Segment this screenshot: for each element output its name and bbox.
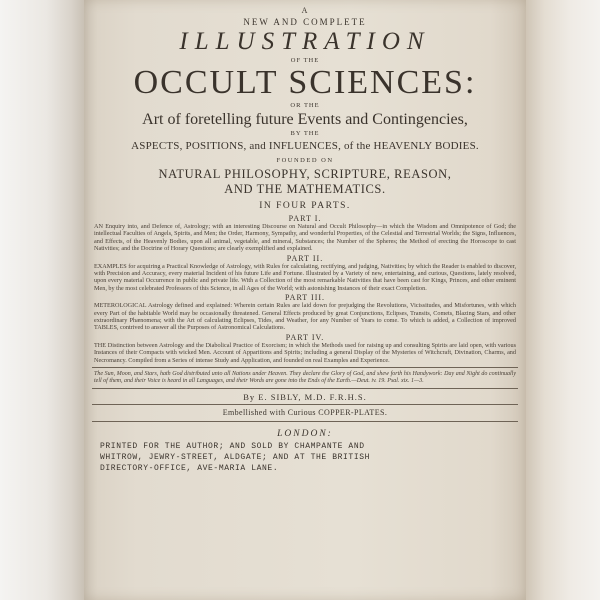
divider-rule — [92, 388, 518, 389]
book-gutter-shadow — [0, 0, 84, 600]
part-4-text: THE Distinction between Astrology and the Diabolical Practice of Exorcism; in which the Methods used for raising up and consulting Spirits are laid open, with various Instances of their Compacts with wicked Men. Account of Apparitions and Spirits; including a general Display of the Mysteries of Witchcraft, Divination, Charms, and Necromancy. Compiled from a Series of intense Study and Application, and founded on real Examples and Experience. — [94, 341, 516, 364]
title-four-parts: IN FOUR PARTS. — [259, 201, 351, 211]
title-mathematics: AND THE MATHEMATICS. — [224, 182, 386, 196]
author-line: By E. SIBLY, M.D. F.R.H.S. — [243, 392, 367, 403]
imprint-city: LONDON: — [277, 429, 333, 440]
title-occult-sciences: OCCULT SCIENCES: — [133, 64, 477, 101]
imprint-line-1: PRINTED FOR THE AUTHOR; AND SOLD BY CHAMPANTE AND — [100, 442, 365, 452]
title-of-the: OF THE — [290, 57, 320, 64]
title-page-content — [92, 6, 518, 474]
title-natural-philosophy: NATURAL PHILOSOPHY, SCRIPTURE, REASON, — [158, 167, 452, 181]
part-2-heading: PART II. — [286, 253, 324, 263]
divider-rule — [92, 421, 518, 422]
scripture-quote: The Sun, Moon, and Stars, hath God distributed unto all Nations under Heaven. They declare the Glory of God, and shew forth his Handywork: Day and Night do continually tell of them, and their Voice is heard in all Languages, and their Words are gone into the Ends of the Earth.—Deut. iv. 19. Psal. xix. 1—3. — [94, 371, 516, 385]
divider-rule — [92, 367, 518, 368]
title-art-of-foretelling: Art of foretelling future Events and Contingencies, — [142, 111, 468, 128]
imprint-line-3: DIRECTORY-OFFICE, AVE-MARIA LANE. — [100, 464, 279, 474]
divider-rule-short — [92, 404, 518, 405]
part-2-text: EXAMPLES for acquiring a Practical Knowledge of Astrology, with Rules for calculating, rectifying, and judging, Nativities; by which the Reader is enabled to discover, with Precision and Accuracy, every material Incident of his future Life and Fortune. Illustrated by a Variety of new, entertaining, and curious, Questions, lately resolved, upon every material Occurrence in public and private life. With a Collection of the most remarkable Nativities that have been cast for Kings, Princes, and other eminent Men, by the most celebrated Professors of this Science, in all Ages of the World; with astonishing Instances of their exact Completion. — [94, 262, 516, 292]
title-or-the: OR THE — [290, 102, 320, 109]
title-illustration: ILLUSTRATION — [179, 28, 431, 55]
page-edge-background — [526, 0, 600, 600]
embellished-line: Embellished with Curious COPPER-PLATES. — [222, 408, 388, 418]
part-4-heading: PART IV. — [285, 332, 325, 342]
part-1-text: AN Enquiry into, and Defence of, Astrology; with an interesting Discourse on Natural and Occult Philosophy—in which the Wisdom and Omnipotence of God; the intellectual Faculties of Angels, Spirits, and Men; the Order, Harmony, Sympathy, and wonderful Properties, of the Celestial and Terrestrial Worlds; the Signs, Influences, and Effects, of the Heavenly Bodies, upon all animal, vegetable, and mineral, Substances; the Number of the Spheres; the Method of erecting the Horoscope to cast Nativities; and the Doctrine of Horary Questions; are clearly exemplified and explained. — [94, 223, 516, 253]
title-aspects: ASPECTS, POSITIONS, and INFLUENCES, of the HEAVENLY BODIES. — [131, 140, 479, 152]
part-3-text: METEROLOGICAL Astrology defined and explained: Wherein certain Rules are laid down for prejudging the Revolutions, Vicissitudes, and Misfortunes, with which every Part of the habitable World may be occasionally threatened. General Effects produced by great Conjunctions, Eclipses, Transits, Comets, Blazing Stars, and other extraordinary Phænomena; with the Art of calculating Eclipses, Tides, and Weather, for any Number of Years to come. To which is added, a Collection of improved TABLES, contrived to answer all the Purposes of Astronomical Calculations. — [94, 302, 516, 332]
imprint-line-2: WHITROW, JEWRY-STREET, ALDGATE; AND AT THE BRITISH — [100, 453, 371, 463]
title-page — [84, 0, 526, 600]
title-article: A — [301, 6, 309, 15]
title-new-and-complete: NEW AND COMPLETE — [243, 17, 367, 27]
title-by-the: BY THE — [290, 130, 320, 137]
part-1-heading: PART I. — [288, 214, 322, 223]
part-3-heading: PART III. — [284, 293, 326, 303]
title-founded-on: FOUNDED ON — [276, 157, 334, 164]
